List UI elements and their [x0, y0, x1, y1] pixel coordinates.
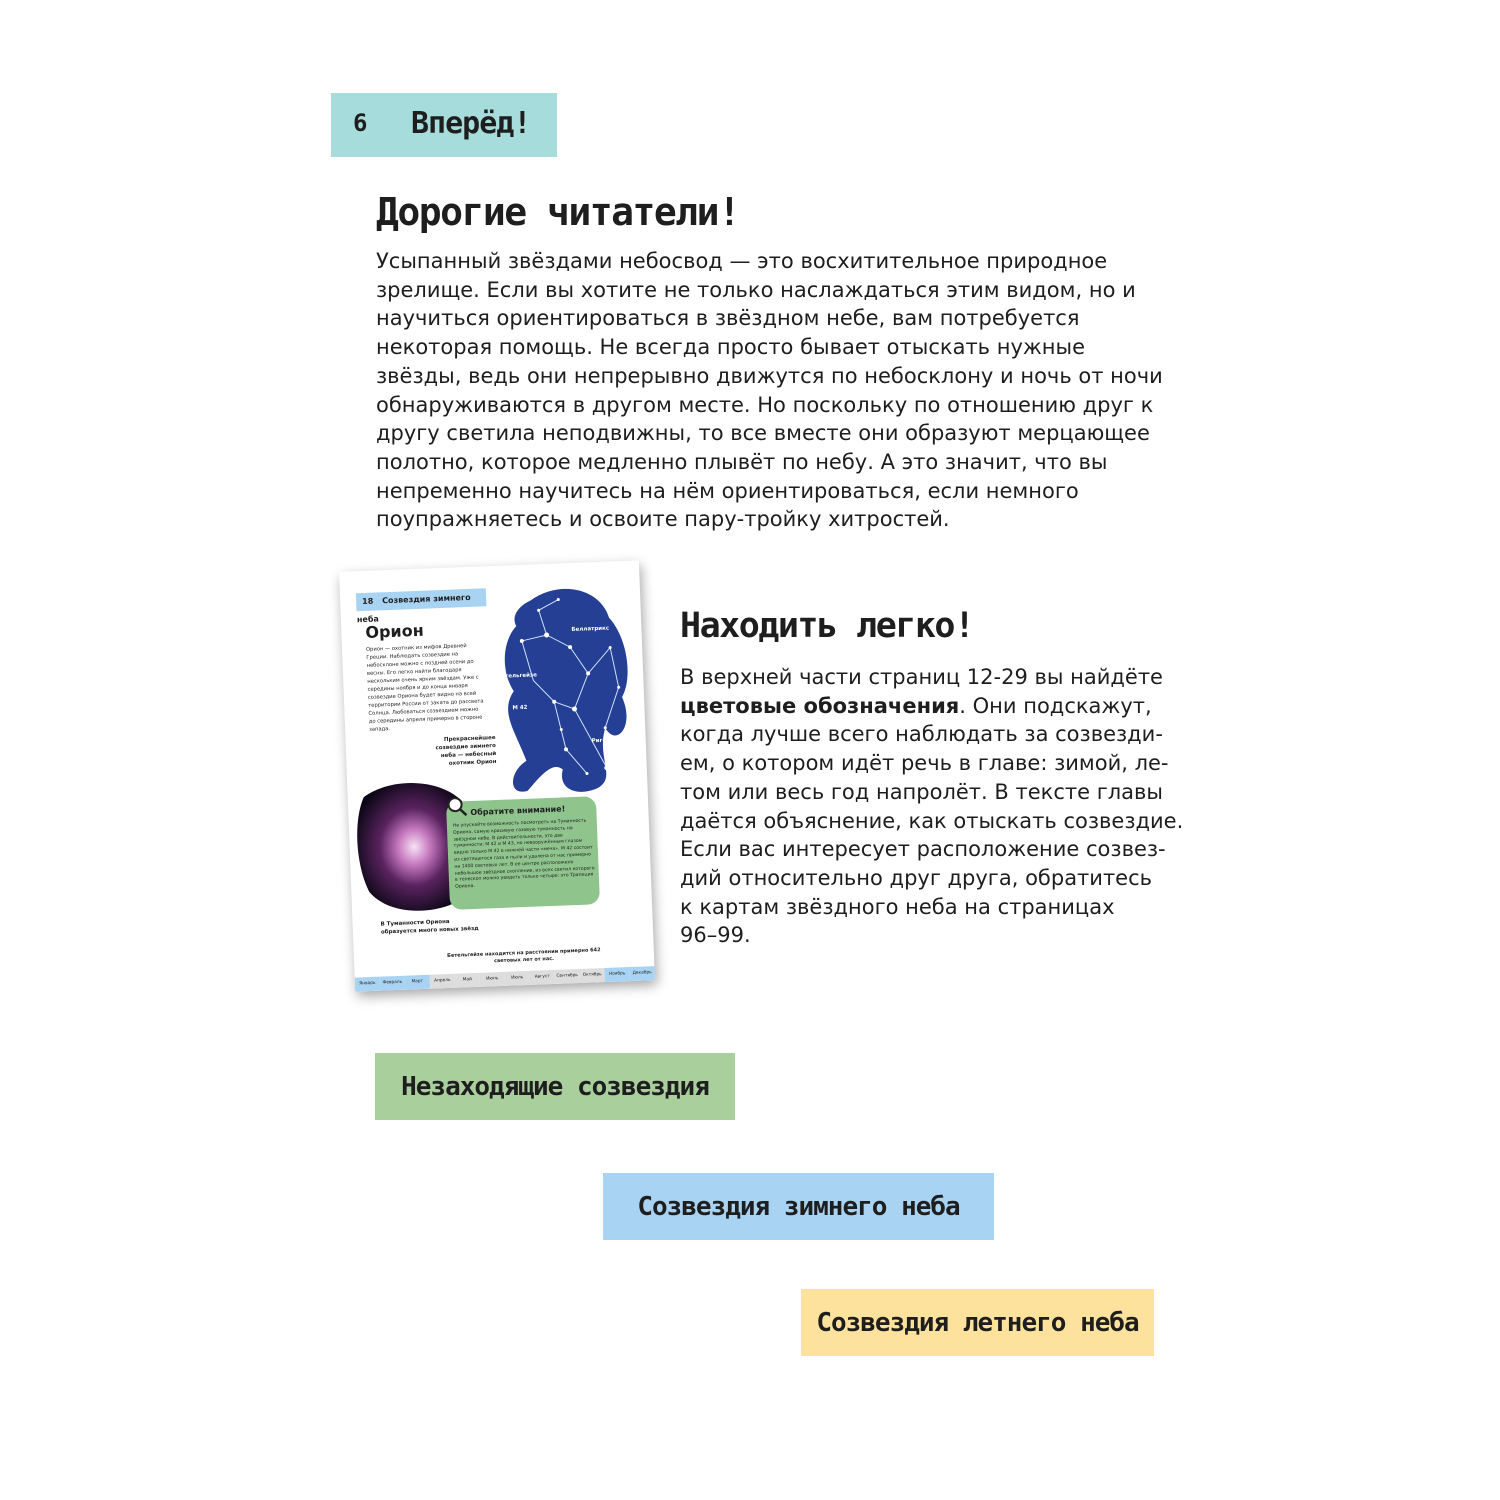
- star-label-betelgeuse: Бетельгейзе: [497, 672, 538, 680]
- easy-bold-term: цветовые обозначения: [680, 693, 960, 718]
- month-feb: Февраль: [380, 976, 406, 991]
- month-apr: Апрель: [430, 974, 456, 989]
- month-jul: Июль: [505, 971, 531, 986]
- star-label-bellatrix: Беллатрикс: [571, 625, 610, 634]
- page-number: 6: [353, 109, 368, 137]
- orion-constellation-illustration: [490, 577, 638, 800]
- month-dec: Декабрь: [629, 966, 655, 981]
- thumb-page-number: 18: [362, 596, 374, 607]
- month-aug: Август: [530, 970, 556, 985]
- thumb-note-title: Обратите внимание!: [470, 804, 566, 818]
- month-nov: Ноябрь: [604, 967, 630, 982]
- month-may: Май: [455, 973, 481, 988]
- thumb-note-box: [446, 796, 600, 910]
- easy-line: даётся объяснение, как отыскать созвездие.: [680, 808, 1184, 833]
- intro-paragraph: Усыпанный звёздами небосвод — это восхитительное природное зрелище. Если вы хотите не только наслаждаться этим видом, но и научиться ориентироваться в звёздном небе, вам потребуется некоторая помощь. Не всегда просто бывает отыскать нужные звёзды, ведь они непрерывно движутся по небосклону и ночь от ночи обнаруживаются в другом месте. Но поскольку по отношению друг к другу светила неподвижны, то все вместе они образуют мерцающее полотно, которое медленно плывёт по небу. А это значит, что вы непременно научитесь на нём ориентироваться, если немного поупражняетесь и освоите пару-тройку хитростей.: [376, 249, 1163, 532]
- easy-paragraph: [680, 663, 1184, 950]
- easy-line-rest: . Они подскажут,: [959, 693, 1152, 718]
- thumb-body: Орион — охотник из мифов Древней Греции. Наблюдать созвездие на небосклоне можно с поздней осени до весны. Его легко найти благодаря нескольким очень ярким звёздам. Уже с середины ноября и до конца января созвездие Ориона будет видно на всей территории России от заката до рассвета Солнца. Любоваться созвездием можно до середины апреля примерно в стороне запада.: [365, 643, 484, 733]
- thumb-sky-caption: Прекраснейшее созвездие зимнего неба — небесный охотник Орион: [435, 735, 497, 767]
- easy-heading: Находить легко!: [680, 606, 974, 646]
- easy-line: к картам звёздного неба на страницах: [680, 894, 1115, 919]
- easy-line-with-bold: [680, 692, 1170, 721]
- month-sep: Сентябрь: [554, 969, 580, 984]
- easy-line: В верхней части страниц 12-29 вы найдёте: [680, 665, 1163, 689]
- thumb-nebula-caption: В Туманности Ориона образуется много новых звёзд: [380, 918, 479, 936]
- magnifier-icon: [446, 795, 469, 818]
- month-oct: Октябрь: [579, 968, 605, 983]
- easy-line: 96–99.: [680, 923, 751, 948]
- thumb-note-body: Не упускайте возможность посмотреть на Туманность Ориона, самую красивую газовую туманность на звёздном небе. В действительности, это две туманности: М 42 и М 43, но невооружённым глазом видно только М 42 в нижней части «меча». М 42 состоит из светящегося газа и пыли и удалена от нас примерно на 1400 световых лет. В ее центре расположено небольшое звёздное скопление, из всех светил которого в телескоп можно увидеть только четыре: это Трапеция Ориона.: [452, 818, 595, 890]
- category-winter-sky: Созвездия зимнего неба: [603, 1173, 994, 1240]
- easy-line: ем, о котором идёт речь в главе: зимой, ле-: [680, 751, 1169, 776]
- thumb-footnote: Бетельгейзе находится на расстоянии примерно 642 световых лет от нас.: [446, 947, 601, 965]
- star-label-rigel: Ригель: [591, 737, 614, 745]
- thumb-section-header: [356, 588, 487, 625]
- category-circumpolar: Незаходящие созвездия: [375, 1053, 735, 1120]
- month-mar: Март: [405, 975, 431, 990]
- page-header-tab: [331, 93, 557, 157]
- easy-line: когда лучше всего наблюдать за созвезди-: [680, 722, 1163, 747]
- star-label-m42: М 42: [512, 704, 528, 712]
- thumb-section-title: Созвездия зимнего неба: [356, 592, 471, 625]
- month-jun: Июнь: [480, 972, 506, 987]
- easy-line: дий относительно друг друга, обратитесь: [680, 865, 1153, 890]
- thumb-title: Орион: [365, 620, 425, 642]
- intro-heading: Дорогие читатели!: [376, 190, 740, 234]
- page-title: Вперёд!: [411, 106, 531, 141]
- month-jan: Январь: [355, 977, 381, 992]
- thumb-month-bar: [355, 966, 655, 992]
- category-summer-sky: Созвездия летнего неба: [801, 1289, 1154, 1356]
- easy-line: Если вас интересует расположение созвез-: [680, 837, 1166, 862]
- easy-line: том или весь год напролёт. В тексте главы: [680, 779, 1163, 804]
- sample-page-thumbnail: [339, 560, 655, 991]
